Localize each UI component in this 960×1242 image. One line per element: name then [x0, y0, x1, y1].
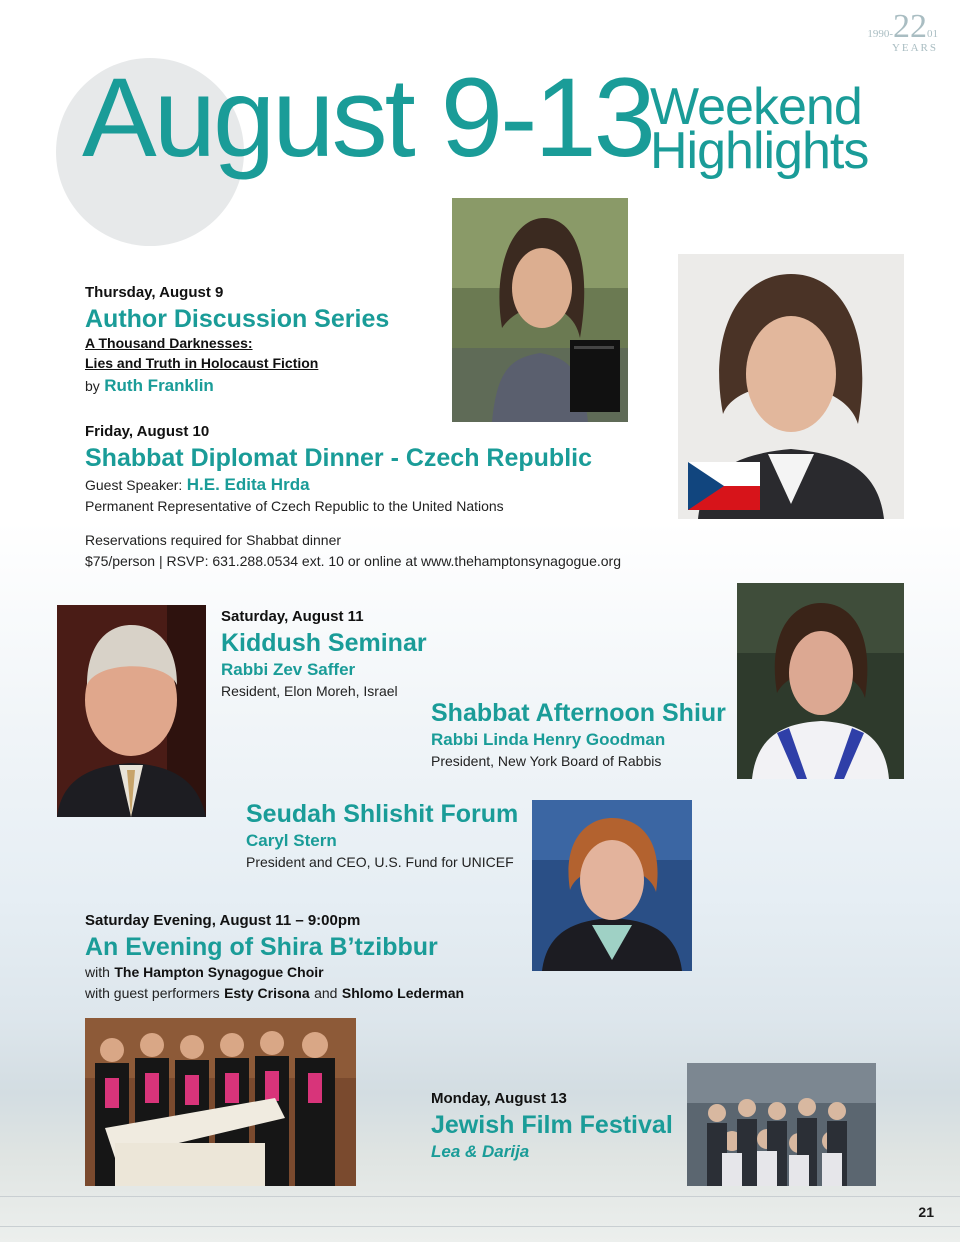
event-title: Jewish Film Festival [431, 1111, 673, 1139]
logo-suffix: 01 [927, 28, 938, 40]
logo-number: 22 [893, 8, 927, 45]
footer-rule [0, 1226, 960, 1227]
guest-speaker-line [85, 475, 310, 495]
reservation-note: Reservations required for Shabbat dinner [85, 532, 342, 548]
and-label: and [314, 985, 338, 1001]
book-title-line-1: A Thousand Darknesses: [85, 335, 253, 351]
event-title: An Evening of Shira B’tzibbur [85, 933, 438, 961]
speaker-role: Permanent Representative of Czech Republic to the United Nations [85, 498, 504, 514]
speaker-name: H.E. Edita Hrda [186, 475, 310, 494]
speaker-role: President and CEO, U.S. Fund for UNICEF [246, 854, 514, 870]
speaker-name: Rabbi Linda Henry Goodman [431, 730, 666, 749]
event-date: Monday, August 13 [431, 1090, 567, 1107]
book-title-line-2: Lies and Truth in Holocaust Fiction [85, 355, 319, 371]
event-title: Shabbat Afternoon Shiur [431, 699, 726, 727]
choir-line [85, 964, 324, 982]
event-title: Seudah Shlishit Forum [246, 800, 519, 828]
with-label: with [85, 964, 110, 980]
speaker-name: Caryl Stern [246, 831, 337, 850]
event-date: Saturday, August 11 [221, 608, 364, 625]
caryl-stern-photo [532, 800, 692, 971]
author-byline [85, 376, 214, 396]
choir-name: The Hampton Synagogue Choir [114, 964, 324, 980]
performer-name: Esty Crisona [224, 985, 310, 1001]
rabbi-saffer-photo [57, 605, 206, 817]
guest-speaker-label: Guest Speaker: [85, 477, 183, 493]
footer-rule [0, 1196, 960, 1197]
choir-photo [85, 1018, 356, 1186]
event-date: Friday, August 10 [85, 423, 210, 440]
event-date: Saturday Evening, August 11 – 9:00pm [85, 912, 361, 929]
ambassador-photo [678, 254, 904, 519]
speaker-role: President, New York Board of Rabbis [431, 753, 662, 769]
logo-years: 1990- [867, 28, 893, 40]
anniversary-logo [867, 8, 938, 54]
page-number: 21 [918, 1204, 934, 1220]
event-title: Author Discussion Series [85, 305, 390, 333]
guest-performers-line [85, 985, 464, 1003]
speaker-name: Ruth Franklin [104, 376, 214, 395]
performer-name: Shlomo Lederman [341, 985, 465, 1001]
guest-performers-label: with guest performers [85, 985, 220, 1001]
subtitle-line-1: Weekend [650, 78, 862, 136]
event-title: Kiddush Seminar [221, 629, 427, 657]
film-name: Lea & Darija [431, 1142, 530, 1161]
by-label: by [85, 378, 100, 394]
subtitle-line-2: Highlights [650, 122, 869, 180]
event-date: Thursday, August 9 [85, 284, 224, 301]
speaker-name: Rabbi Zev Saffer [221, 660, 356, 679]
rabbi-goodman-photo [737, 583, 904, 779]
logo-word: YEARS [891, 42, 938, 54]
rsvp-info: $75/person | RSVP: 631.288.0534 ext. 10 or online at www.thehamptonsynagogue.org [85, 553, 621, 569]
page-subtitle [650, 78, 869, 180]
film-still-photo [687, 1063, 876, 1186]
page-title: August 9-13 [82, 55, 653, 180]
speaker-role: Resident, Elon Moreh, Israel [221, 683, 398, 699]
event-title: Shabbat Diplomat Dinner - Czech Republic [85, 444, 592, 472]
author-photo [452, 198, 628, 422]
